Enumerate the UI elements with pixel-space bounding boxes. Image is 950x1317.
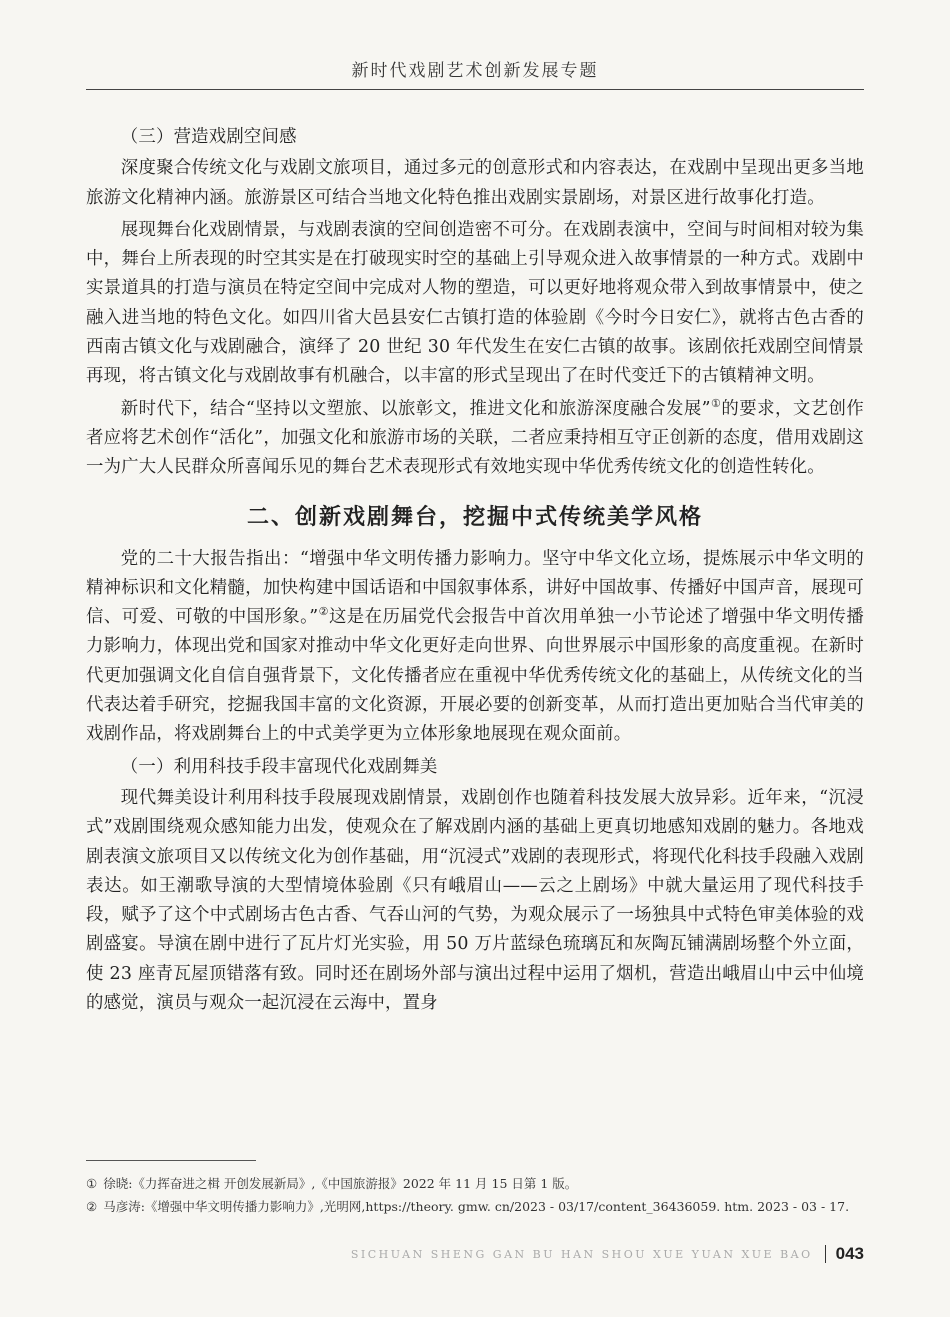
footer-divider xyxy=(825,1245,826,1263)
footnotes xyxy=(86,1172,864,1218)
footnote-ref-1[interactable]: ① xyxy=(710,396,722,410)
journal-name: SICHUAN SHENG GAN BU HAN SHOU XUE YUAN XUE BAO xyxy=(350,1247,813,1261)
paragraph: 展现舞台化戏剧情景，与戏剧表演的空间创造密不可分。在戏剧表演中，空间与时间相对较为集中，舞台上所表现的时空其实是在打破现实时空的基础上引导观众进入故事情景的一种方式。戏剧中实景道具的打造与演员在特定空间中完成对人物的塑造，可以更好地将观众带入到故事情景中，使之融入进当地的特色文化。如四川省大邑县安仁古镇打造的体验剧《今时今日安仁》，就将古色古香的西南古镇文化与戏剧融合，演绎了 20 世纪 30 年代发生在安仁古镇的故事。该剧依托戏剧空间情景再现，将古镇文化与戏剧故事有机融合，以丰富的形式呈现出了在时代变迁下的古镇精神文明。 xyxy=(86,219,864,387)
footnote-mark: ① xyxy=(86,1176,98,1191)
paragraph-text: 这是在历届党代会报告中首次用单独一小节论述了增强中华文明传播力影响力，体现出党和国家对推动中华文化更好走向世界、向世界展示中国形象的高度重视。在新时代更加强调文化自信自强背景下，文化传播者应在重视中华优秀传统文化的基础上，从传统文化的当代表达着手研究，挖掘我国丰富的文化资源，开展必要的创新变革，从而打造出更加贴合当代审美的戏剧作品，将戏剧舞台上的中式美学更为立体形象地展现在观众面前。 xyxy=(86,607,864,745)
subsection-heading-3: （三）营造戏剧空间感 xyxy=(120,127,297,147)
section-heading: 二、创新戏剧舞台，挖掘中式传统美学风格 xyxy=(246,504,703,530)
subsection-heading-1: （一）利用科技手段丰富现代化戏剧舞美 xyxy=(120,756,438,777)
footnote-text: 徐晓:《力挥奋进之楫 开创发展新局》,《中国旅游报》2022 年 11 月 15 日第 1 版。 xyxy=(103,1176,578,1191)
footnote-rule xyxy=(86,1160,256,1161)
header-rule xyxy=(86,89,864,90)
running-header: 新时代戏剧艺术创新发展专题 xyxy=(351,61,599,81)
article-body xyxy=(86,123,864,1021)
paragraph: 现代舞美设计利用科技手段展现戏剧情景，戏剧创作也随着科技发展大放异彩。近年来，“沉浸式”戏剧围绕观众感知能力出发，使观众在了解戏剧内涵的基础上更真切地感知戏剧的魅力。各地戏剧表演文旅项目又以传统文化为创作基础，用“沉浸式”戏剧的表现形式，将现代化科技手段融入戏剧表达。如王潮歌导演的大型情境体验剧《只有峨眉山——云之上剧场》中就大量运用了现代科技手段，赋予了这个中式剧场古色古香、气吞山河的气势，为观众展示了一场独具中式特色审美体验的戏剧盛宴。导演在剧中进行了瓦片灯光实验，用 50 万片蓝绿色琉璃瓦和灰陶瓦铺满剧场整个外立面，使 23 座青瓦屋顶错落有致。同时还在剧场外部与演出过程中运用了烟机，营造出峨眉山中云中仙境的感觉，演员与观众一起沉浸在云海中，置身 xyxy=(86,787,864,1014)
paragraph xyxy=(86,395,864,483)
footnote-text: 马彦涛:《增强中华文明传播力影响力》,光明网,https://theory. gmw. cn/2023 - 03/17/content_36436059. htm. 2023 - 03 - 17. xyxy=(103,1199,850,1214)
paragraph-text: 的要求，文艺创作者应将艺术创作“活化”，加强文化和旅游市场的关联，二者应秉持相互守正创新的态度，借用戏剧这一为广大人民群众所喜闻乐见的舞台艺术表现形式有效地实现中华优秀传统文化的创造性转化。 xyxy=(86,398,865,478)
footnote-mark: ② xyxy=(86,1199,98,1214)
paragraph xyxy=(86,545,864,750)
paragraph: 深度聚合传统文化与戏剧文旅项目，通过多元的创意形式和内容表达，在戏剧中呈现出更多当地旅游文化精神内涵。旅游景区可结合当地文化特色推出戏剧实景剧场，对景区进行故事化打造。 xyxy=(86,158,864,208)
footnote xyxy=(86,1172,864,1195)
page-footer xyxy=(351,1243,864,1265)
paragraph-text: 党的二十大报告指出：“增强中华文明传播力影响力。坚守中华文化立场，提炼展示中华文明的精神标识和文化精髓，加快构建中国话语和中国叙事体系，讲好中国故事、传播好中国声音，展现可信、可爱、可敬的中国形象。” xyxy=(86,548,864,628)
page-number: 043 xyxy=(835,1244,864,1263)
footnote-ref-2[interactable]: ② xyxy=(318,605,329,619)
footnote xyxy=(86,1195,864,1218)
paragraph-text: 新时代下，结合“坚持以文塑旅、以旅彰文，推进文化和旅游深度融合发展” xyxy=(120,398,711,419)
